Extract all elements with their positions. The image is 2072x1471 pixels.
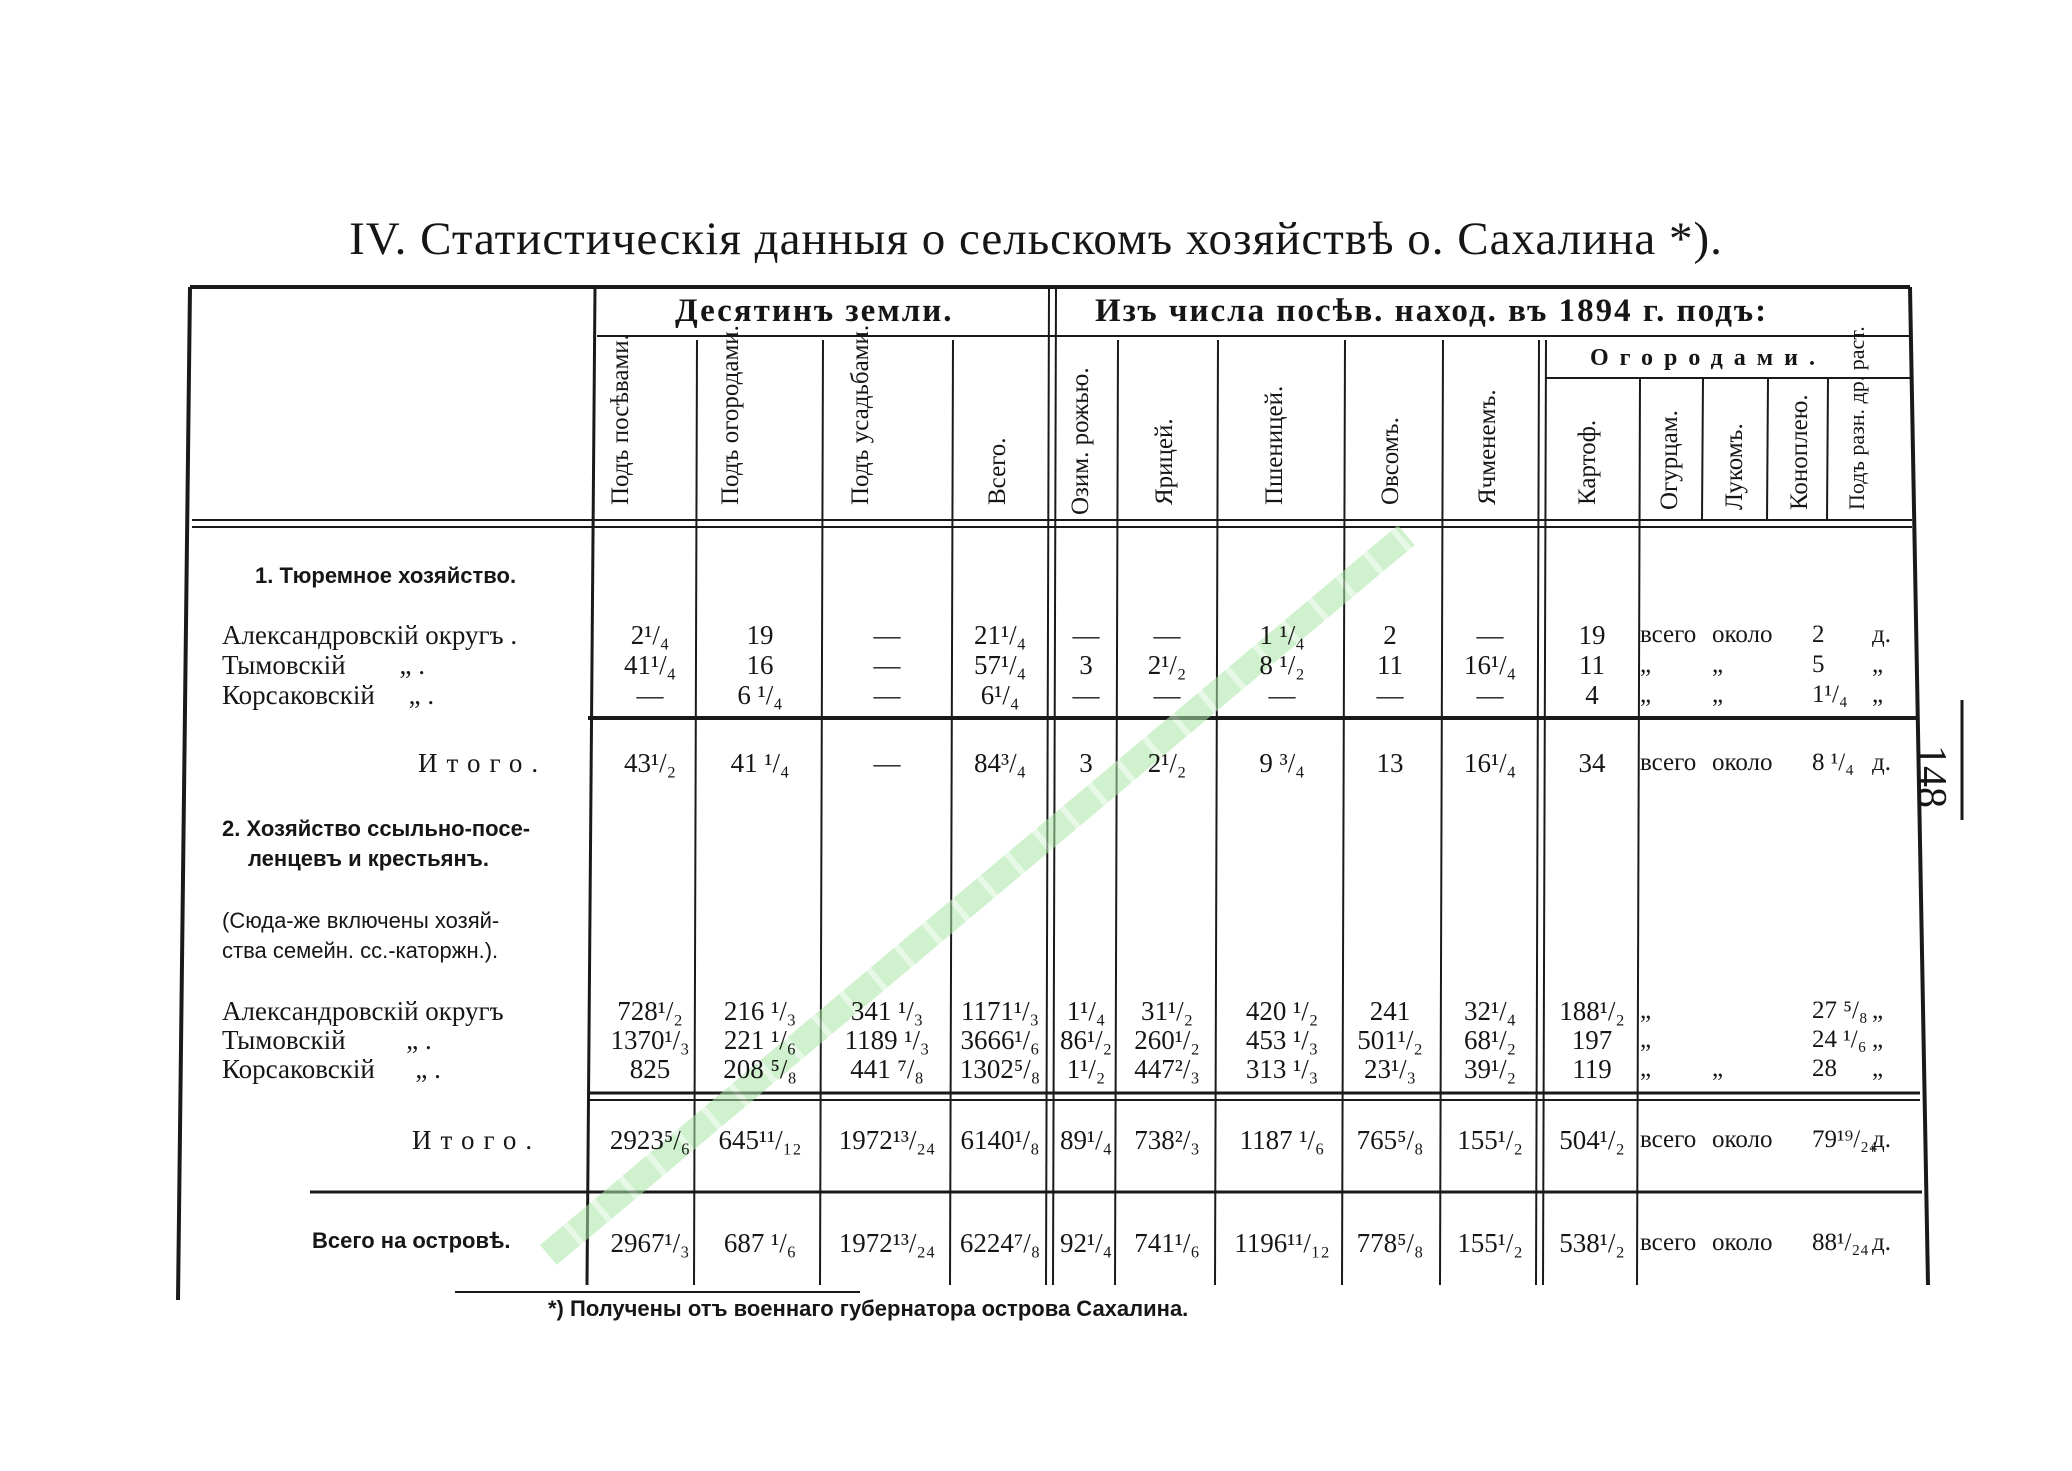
row-label-grand-total: Всего на островѣ. — [312, 1228, 511, 1253]
garden-cell: всего — [1640, 621, 1697, 648]
table-cell: 155¹/₂ — [1457, 1228, 1523, 1258]
garden-cell: 2 — [1812, 621, 1825, 648]
table-cell: 3 — [1079, 650, 1093, 680]
garden-cell: 27 ⁵/₈ — [1812, 997, 1868, 1024]
table-cell: 16¹/₄ — [1463, 650, 1516, 680]
table-cell: 260¹/₂ — [1134, 1025, 1200, 1055]
table-cell: 8 ¹/₂ — [1259, 650, 1305, 680]
table-cell: 441 ⁷/₈ — [850, 1054, 924, 1084]
table-cell: 68¹/₂ — [1463, 1025, 1516, 1055]
table-cell: — — [636, 680, 664, 710]
table-cell: 57¹/₄ — [973, 650, 1026, 680]
table-cell: — — [873, 650, 901, 680]
row-label: Александровскій округъ — [222, 996, 504, 1026]
table-cell: 43¹/₂ — [623, 748, 676, 778]
table-cell: 241 — [1369, 996, 1411, 1026]
garden-cell: д. — [1872, 749, 1891, 776]
table-cell: 741¹/₆ — [1134, 1228, 1200, 1258]
table-cell: 39¹/₂ — [1463, 1054, 1516, 1084]
table-cell: 2923⁵/₆ — [609, 1125, 691, 1155]
table-cell: 1171¹/₃ — [960, 996, 1039, 1026]
garden-cell: 1¹/₄ — [1812, 681, 1848, 708]
section-2-note-cont: ства семейн. сс.-каторжн.). — [222, 938, 499, 963]
table-cell: 11 — [1377, 650, 1403, 680]
section-1-title: 1. Тюремное хозяйство. — [255, 563, 517, 588]
table-cell: 2¹/₂ — [1147, 650, 1187, 680]
table-cell: 3 — [1079, 748, 1093, 778]
table-cell: 86¹/₂ — [1059, 1025, 1112, 1055]
table-cell: 687 ¹/₆ — [723, 1228, 797, 1258]
garden-cell: около — [1712, 621, 1773, 648]
table-cell: 1 ¹/₄ — [1259, 620, 1305, 650]
table-cell: 92¹/₄ — [1059, 1228, 1112, 1258]
table-cell: — — [1476, 680, 1504, 710]
table-cell: 208 ⁵/₈ — [723, 1054, 797, 1084]
header-gardens: Огородами. — [1590, 345, 1826, 371]
garden-cell: д. — [1872, 621, 1891, 648]
table-cell: 501¹/₂ — [1357, 1025, 1423, 1055]
table-cell: 1972¹³/₂₄ — [838, 1228, 936, 1258]
table-cell: 738²/₃ — [1134, 1125, 1200, 1155]
table-cell: 84³/₄ — [973, 748, 1026, 778]
garden-cell: д. — [1872, 1229, 1891, 1256]
table-cell: 2967¹/₃ — [610, 1228, 690, 1258]
table-cell: 155¹/₂ — [1457, 1125, 1523, 1155]
garden-cell: „ — [1872, 681, 1884, 708]
table-cell: 1972¹³/₂₄ — [838, 1125, 936, 1155]
table-cell: 778⁵/₈ — [1356, 1228, 1424, 1258]
table-cell: 11 — [1579, 650, 1605, 680]
garden-cell: около — [1712, 749, 1773, 776]
table-cell: 119 — [1572, 1054, 1612, 1084]
table-cell: — — [1153, 620, 1181, 650]
table-cell: 3666¹/₆ — [960, 1025, 1040, 1055]
table-cell: 645¹¹/₁₂ — [718, 1125, 802, 1155]
garden-cell: „ — [1640, 651, 1652, 678]
garden-cell: „ — [1712, 1055, 1724, 1082]
table-cell: 1189 ¹/₃ — [844, 1025, 930, 1055]
garden-cell: около — [1712, 1229, 1773, 1256]
col-header-barley: Ячменемъ. — [1474, 389, 1501, 505]
table-cell: 41 ¹/₄ — [730, 748, 790, 778]
page-title: IV. Статистическія данныя о сельскомъ хозяйствѣ о. Сахалина *). — [349, 213, 1723, 265]
table-cell: 188¹/₂ — [1559, 996, 1625, 1026]
garden-cell: 5 — [1812, 651, 1825, 678]
table-cell: 504¹/₂ — [1559, 1125, 1625, 1155]
garden-cell: „ — [1640, 1026, 1652, 1053]
table-cell: 19 — [746, 620, 774, 650]
table-cell: 41¹/₄ — [623, 650, 676, 680]
col-header-total: Всего. — [984, 437, 1011, 505]
table-cell: 1302⁵/₈ — [959, 1054, 1041, 1084]
garden-cell: „ — [1872, 1026, 1884, 1053]
table-cell: 2 — [1383, 620, 1397, 650]
garden-cell: д. — [1872, 1126, 1891, 1153]
table-cell: 4 — [1585, 680, 1599, 710]
header-land: Десятинъ земли. — [675, 293, 954, 329]
table-cell: 89¹/₄ — [1059, 1125, 1112, 1155]
garden-cell: всего — [1640, 749, 1697, 776]
row-label: Александровскій округъ . — [222, 620, 518, 650]
section-2-title-cont: ленцевъ и крестьянъ. — [248, 846, 489, 871]
garden-cell: всего — [1640, 1229, 1697, 1256]
table-cell: 2¹/₂ — [1147, 748, 1187, 778]
table-cell: 6140¹/₈ — [960, 1125, 1040, 1155]
table-cell: 538¹/₂ — [1559, 1228, 1625, 1258]
garden-cell: около — [1712, 1126, 1773, 1153]
table-cell: — — [873, 620, 901, 650]
col-header-cucumber: Огурцам. — [1656, 410, 1683, 510]
col-header-rye: Озим. рожью. — [1067, 367, 1094, 515]
table-cell: — — [1476, 620, 1504, 650]
table-cell: 420 ¹/₂ — [1245, 996, 1319, 1026]
table-cell: — — [1072, 620, 1100, 650]
garden-cell: „ — [1640, 681, 1652, 708]
table-cell: 13 — [1376, 748, 1404, 778]
table-cell: — — [873, 680, 901, 710]
section-2-title: 2. Хозяйство ссыльно-посе- — [222, 816, 531, 841]
table-cell: 34 — [1578, 748, 1606, 778]
garden-cell: „ — [1712, 651, 1724, 678]
table-cell: 2¹/₄ — [630, 620, 670, 650]
row-label: Тымовскій „ . — [222, 1025, 432, 1055]
table-cell: 1¹/₄ — [1066, 996, 1106, 1026]
table-cell: 1370¹/₃ — [610, 1025, 690, 1055]
garden-cell: всего — [1640, 1126, 1697, 1153]
col-header-spring-rye: Ярицей. — [1151, 418, 1178, 505]
table-cell: 6 ¹/₄ — [737, 680, 783, 710]
table-cell: 765⁵/₈ — [1356, 1125, 1424, 1155]
table-cell: 1196¹¹/₁₂ — [1234, 1228, 1330, 1258]
garden-cell: 28 — [1812, 1055, 1837, 1082]
table-cell: 825 — [629, 1054, 671, 1084]
section-2-note: (Сюда-же включены хозяй- — [222, 908, 500, 933]
garden-cell: „ — [1872, 997, 1884, 1024]
garden-cell: „ — [1640, 997, 1652, 1024]
col-header-hemp: Коноплею. — [1786, 394, 1813, 510]
table-cell: 23¹/₃ — [1363, 1054, 1416, 1084]
table-cell: 21¹/₄ — [973, 620, 1026, 650]
table-cell: — — [873, 748, 901, 778]
table-cell: 9 ³/₄ — [1259, 748, 1305, 778]
header-sown: Изъ числа посѣв. наход. въ 1894 г. подъ: — [1095, 293, 1769, 329]
col-header-oats: Овсомъ. — [1377, 417, 1404, 505]
table-cell: 6¹/₄ — [980, 680, 1020, 710]
table-cell: — — [1268, 680, 1296, 710]
table-cell: 19 — [1578, 620, 1606, 650]
col-header-estates: Подъ усадьбами. — [847, 324, 874, 505]
table-cell: — — [1376, 680, 1404, 710]
col-header-other: Подъ разн. др. раст. — [1844, 326, 1869, 510]
garden-cell: „ — [1872, 1055, 1884, 1082]
col-header-sown: Подъ посѣвами. — [607, 334, 634, 505]
table-cell: 313 ¹/₃ — [1245, 1054, 1319, 1084]
table-cell: 1187 ¹/₆ — [1239, 1125, 1325, 1155]
table-cell: 221 ¹/₆ — [723, 1025, 797, 1055]
row-label: Корсаковскій „ . — [222, 680, 435, 710]
col-header-potato: Картоф. — [1574, 419, 1601, 505]
table-cell: 453 ¹/₃ — [1245, 1025, 1319, 1055]
garden-cell: 88¹/₂₄ — [1812, 1229, 1869, 1256]
table-cell: — — [1072, 680, 1100, 710]
garden-cell: „ — [1712, 681, 1724, 708]
table-cell: 6224⁷/₈ — [959, 1228, 1041, 1258]
garden-cell: 79¹⁹/₂₄ — [1812, 1126, 1878, 1153]
table-cell: 16¹/₄ — [1463, 748, 1516, 778]
table-cell: 216 ¹/₃ — [723, 996, 797, 1026]
table-cell: 728¹/₂ — [617, 996, 683, 1026]
col-header-onion: Лукомъ. — [1721, 423, 1748, 510]
col-header-gardens: Подъ огородами. — [717, 325, 744, 505]
garden-cell: „ — [1640, 1055, 1652, 1082]
table-cell: 447²/₃ — [1134, 1054, 1200, 1084]
row-label-total: Итого. — [412, 1125, 542, 1155]
table-cell: 32¹/₄ — [1463, 996, 1516, 1026]
page-number: 148 — [1908, 745, 1954, 808]
garden-cell: 8 ¹/₄ — [1812, 749, 1854, 776]
table-cell: 16 — [746, 650, 774, 680]
table-cell: 197 — [1571, 1025, 1613, 1055]
table-cell: 341 ¹/₃ — [850, 996, 924, 1026]
row-label-total: Итого. — [418, 748, 548, 778]
table-cell: — — [1153, 680, 1181, 710]
row-label: Корсаковскій „ . — [222, 1054, 441, 1084]
table-cell: 31¹/₂ — [1140, 996, 1193, 1026]
garden-cell: „ — [1872, 651, 1884, 678]
garden-cell: 24 ¹/₆ — [1812, 1026, 1867, 1053]
footnote: *) Получены отъ военнаго губернатора острова Сахалина. — [548, 1296, 1189, 1321]
row-label: Тымовскій „ . — [222, 650, 426, 680]
table-cell: 1¹/₂ — [1066, 1054, 1106, 1084]
col-header-wheat: Пшеницей. — [1261, 385, 1288, 505]
